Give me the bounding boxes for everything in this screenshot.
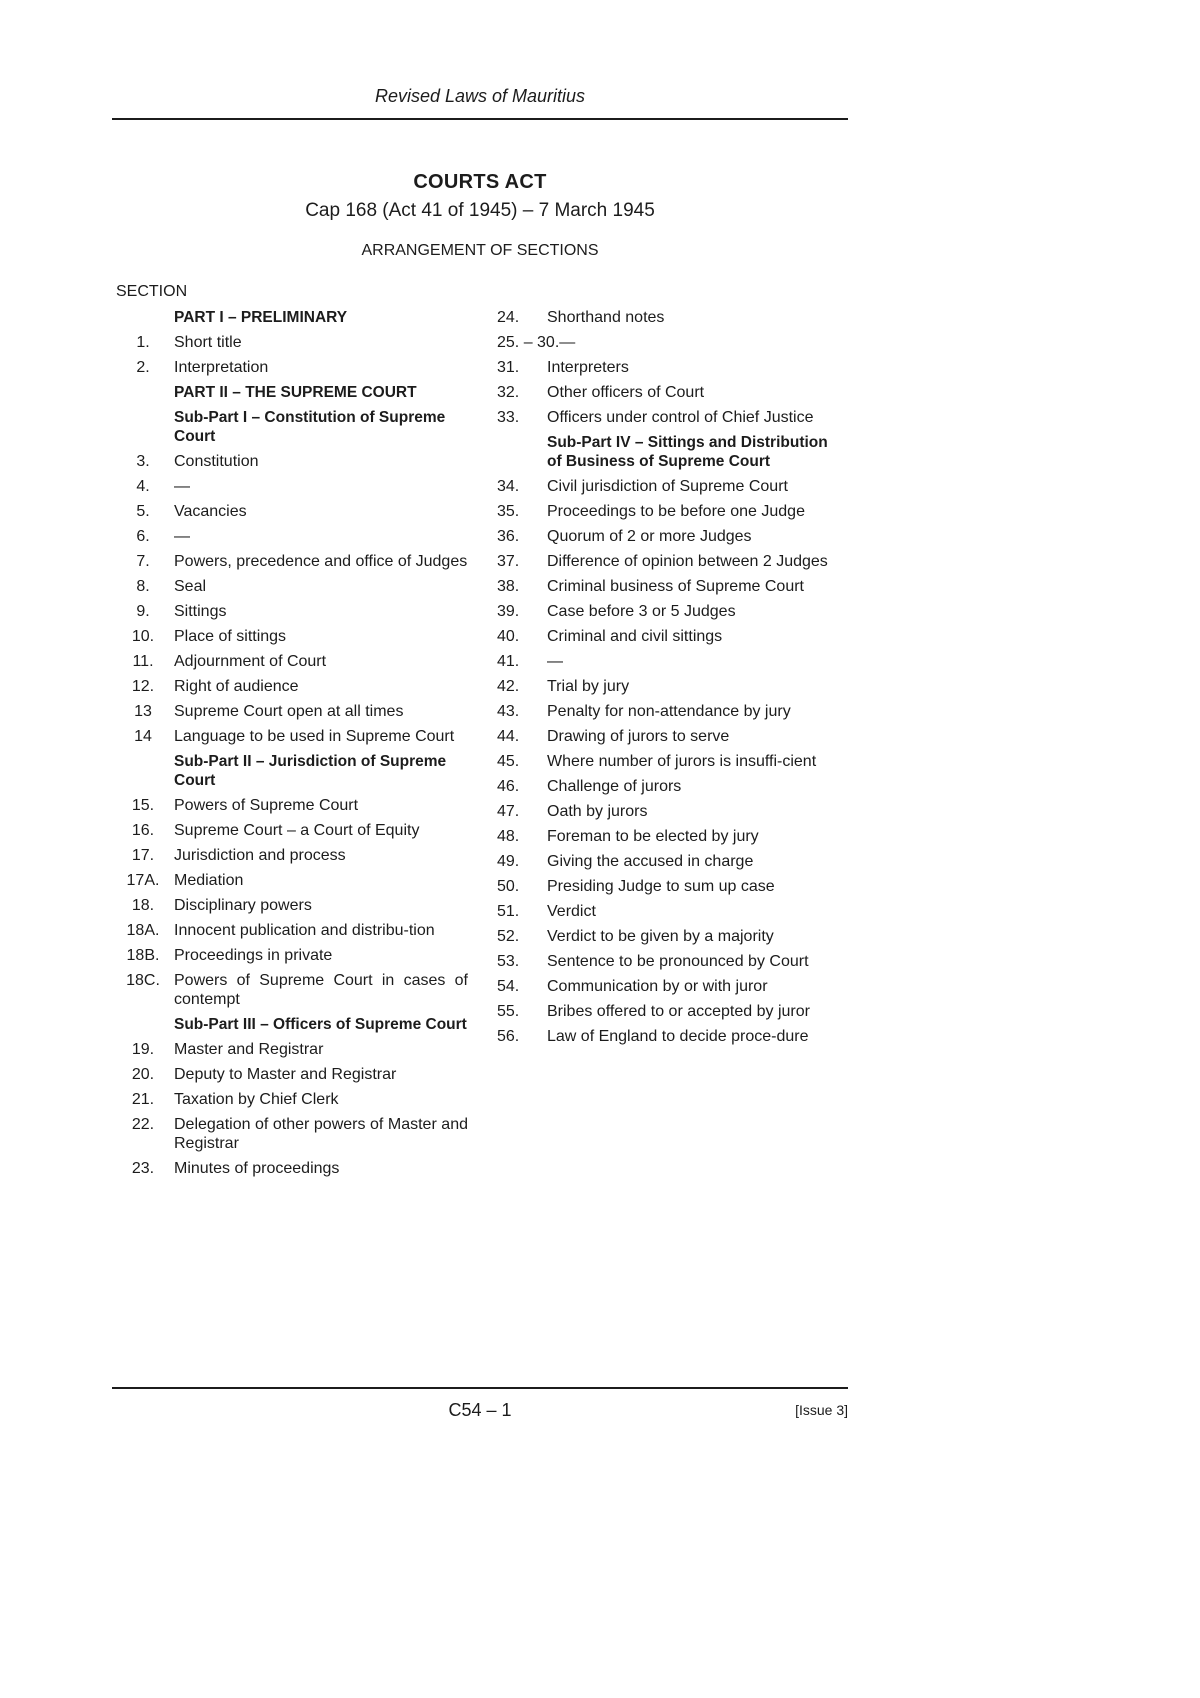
section-title: Difference of opinion between 2 Judges xyxy=(547,553,828,570)
section-entry xyxy=(489,408,839,427)
section-number: 25. – 30. xyxy=(497,334,560,351)
section-entry xyxy=(489,877,839,896)
section-number: 1. xyxy=(136,334,150,351)
section-title: Verdict xyxy=(547,903,596,920)
section-title: Right of audience xyxy=(174,678,299,695)
section-number: 17. xyxy=(131,847,155,864)
section-group-heading xyxy=(112,408,468,446)
section-entry xyxy=(112,796,468,815)
section-entry xyxy=(112,1159,468,1178)
section-entry xyxy=(112,1115,468,1153)
section-number: 15. xyxy=(131,797,155,814)
section-number: 23. xyxy=(131,1160,155,1177)
section-title: — xyxy=(559,334,576,351)
section-title: Officers under control of Chief Justice xyxy=(547,409,814,426)
section-entry xyxy=(489,1027,839,1046)
section-title: Seal xyxy=(174,578,207,595)
document-subtitle: Cap 168 (Act 41 of 1945) – 7 March 1945 xyxy=(305,200,655,221)
section-number: 18. xyxy=(131,897,155,914)
running-header: Revised Laws of Mauritius xyxy=(374,86,586,106)
section-title: Sub-Part III – Officers of Supreme Court xyxy=(174,1016,467,1033)
section-group-heading xyxy=(112,383,468,402)
section-entry xyxy=(112,502,468,521)
section-number: 49. xyxy=(497,853,520,870)
section-title: Proceedings in private xyxy=(174,947,333,964)
section-entry xyxy=(112,652,468,671)
section-title: Where number of jurors is insuffi-cient xyxy=(547,753,817,770)
section-entry xyxy=(489,702,839,721)
section-title: — xyxy=(547,653,563,670)
section-number: 46. xyxy=(497,778,520,795)
section-label: SECTION xyxy=(116,283,188,300)
section-entry xyxy=(112,552,468,571)
section-title: Minutes of proceedings xyxy=(174,1160,340,1177)
section-title: Deputy to Master and Registrar xyxy=(174,1066,397,1083)
section-title: Presiding Judge to sum up case xyxy=(547,878,775,895)
section-entry xyxy=(489,952,839,971)
section-title: Penalty for non-attendance by jury xyxy=(547,703,791,720)
section-number: 21. xyxy=(131,1091,155,1108)
section-group-heading xyxy=(112,1015,468,1034)
right-column xyxy=(489,308,839,1052)
section-title: Bribes offered to or accepted by juror xyxy=(547,1003,810,1020)
section-entry xyxy=(489,552,839,571)
section-entry xyxy=(112,1065,468,1084)
section-number: 37. xyxy=(497,553,520,570)
section-title: Mediation xyxy=(174,872,244,889)
section-entry xyxy=(112,358,468,377)
section-title: Taxation by Chief Clerk xyxy=(174,1091,339,1108)
left-column xyxy=(112,308,468,1184)
section-number: 36. xyxy=(497,528,520,545)
section-title: Supreme Court – a Court of Equity xyxy=(174,822,420,839)
section-entry xyxy=(112,1090,468,1109)
section-entry xyxy=(489,358,839,377)
section-entry xyxy=(489,308,839,327)
section-number: 38. xyxy=(497,578,520,595)
section-entry xyxy=(112,727,468,746)
section-entry xyxy=(489,777,839,796)
section-number: 18C. xyxy=(126,972,160,989)
section-number: 22. xyxy=(131,1116,155,1133)
section-title: Communication by or with juror xyxy=(547,978,768,995)
section-number: 54. xyxy=(497,978,520,995)
section-number: 43. xyxy=(497,703,520,720)
section-number: 39. xyxy=(497,603,520,620)
header-rule xyxy=(112,118,848,120)
section-number: 18B. xyxy=(126,947,160,964)
section-number: 31. xyxy=(497,359,520,376)
section-number: 18A. xyxy=(126,922,160,939)
section-entry xyxy=(489,727,839,746)
page-number: C54 – 1 xyxy=(448,1400,512,1420)
section-entry xyxy=(489,677,839,696)
section-title: Disciplinary powers xyxy=(174,897,312,914)
section-title: Place of sittings xyxy=(174,628,287,645)
section-title: Constitution xyxy=(174,453,259,470)
section-number: 7. xyxy=(136,553,150,570)
section-entry xyxy=(112,577,468,596)
section-title: Shorthand notes xyxy=(547,309,665,326)
section-number: 12. xyxy=(131,678,155,695)
section-title: Jurisdiction and process xyxy=(174,847,346,864)
section-title: Sub-Part I – Constitution of Supreme Court xyxy=(174,409,446,445)
section-number: 13 xyxy=(134,703,152,720)
document-title: COURTS ACT xyxy=(413,171,547,193)
section-entry xyxy=(489,627,839,646)
section-group-heading xyxy=(112,308,468,327)
section-number: 44. xyxy=(497,728,520,745)
section-title: Interpretation xyxy=(174,359,269,376)
section-number: 40. xyxy=(497,628,520,645)
section-entry xyxy=(489,927,839,946)
section-title: Short title xyxy=(174,334,242,351)
section-title: Verdict to be given by a majority xyxy=(547,928,774,945)
section-entry xyxy=(112,602,468,621)
section-entry xyxy=(489,852,839,871)
section-title: Drawing of jurors to serve xyxy=(547,728,730,745)
section-entry xyxy=(489,477,839,496)
section-title: PART I – PRELIMINARY xyxy=(174,309,348,326)
section-entry xyxy=(489,827,839,846)
section-number: 3. xyxy=(136,453,150,470)
section-entry xyxy=(112,677,468,696)
section-entry xyxy=(112,702,468,721)
section-entry xyxy=(112,452,468,471)
section-title: Master and Registrar xyxy=(174,1041,324,1058)
section-title: Supreme Court open at all times xyxy=(174,703,404,720)
section-number: 34. xyxy=(497,478,520,495)
section-entry xyxy=(112,477,468,496)
section-entry xyxy=(489,752,839,771)
section-title: Sittings xyxy=(174,603,227,620)
section-entry xyxy=(112,921,468,940)
section-entry xyxy=(112,821,468,840)
section-title: Criminal business of Supreme Court xyxy=(547,578,804,595)
section-number: 17A. xyxy=(126,872,160,889)
section-entry xyxy=(112,846,468,865)
section-entry xyxy=(112,627,468,646)
section-number: 51. xyxy=(497,903,520,920)
section-number: 50. xyxy=(497,878,520,895)
section-title: Vacancies xyxy=(174,503,247,520)
section-entry xyxy=(489,602,839,621)
section-entry xyxy=(112,871,468,890)
section-entry xyxy=(112,527,468,546)
section-title: Delegation of other powers of Master and Registrar xyxy=(174,1116,468,1152)
section-number: 5. xyxy=(136,503,150,520)
section-number: 47. xyxy=(497,803,520,820)
section-entry xyxy=(489,652,839,671)
section-number: 32. xyxy=(497,384,520,401)
section-entry xyxy=(489,527,839,546)
section-number: 2. xyxy=(136,359,150,376)
section-title: Foreman to be elected by jury xyxy=(547,828,759,845)
section-title: Sentence to be pronounced by Court xyxy=(547,953,809,970)
section-number: 35. xyxy=(497,503,520,520)
section-title: Case before 3 or 5 Judges xyxy=(547,603,736,620)
section-title: Quorum of 2 or more Judges xyxy=(547,528,752,545)
section-entry xyxy=(489,802,839,821)
arrangement-heading: ARRANGEMENT OF SECTIONS xyxy=(361,242,599,259)
section-number: 20. xyxy=(131,1066,155,1083)
section-entry xyxy=(489,1002,839,1021)
section-number: 55. xyxy=(497,1003,520,1020)
section-entry xyxy=(112,333,468,352)
section-number: 24. xyxy=(497,309,520,326)
section-entry xyxy=(489,577,839,596)
section-number: 56. xyxy=(497,1028,520,1045)
section-number: 11. xyxy=(132,653,154,670)
section-title: Adjournment of Court xyxy=(174,653,327,670)
section-title: Civil jurisdiction of Supreme Court xyxy=(547,478,788,495)
section-title: Sub-Part IV – Sittings and Distribution of Business of Supreme Court xyxy=(547,434,828,470)
section-number: 41. xyxy=(497,653,520,670)
section-number: 16. xyxy=(131,822,155,839)
section-number: 45. xyxy=(497,753,520,770)
section-title: Challenge of jurors xyxy=(547,778,682,795)
section-title: Powers of Supreme Court xyxy=(174,797,359,814)
section-title: Sub-Part II – Jurisdiction of Supreme Court xyxy=(174,753,447,789)
section-number: 14 xyxy=(134,728,152,745)
section-number: 48. xyxy=(497,828,520,845)
section-title: Powers of Supreme Court in cases of contempt xyxy=(174,972,468,1008)
issue-label: [Issue 3] xyxy=(795,1402,848,1418)
section-number: 33. xyxy=(497,409,520,426)
section-entry xyxy=(112,896,468,915)
section-title: Criminal and civil sittings xyxy=(547,628,723,645)
section-group-heading xyxy=(112,752,468,790)
section-title: Interpreters xyxy=(547,359,629,376)
section-title: Giving the accused in charge xyxy=(547,853,754,870)
section-entry xyxy=(489,383,839,402)
section-entry xyxy=(489,977,839,996)
section-entry xyxy=(112,946,468,965)
section-title: Trial by jury xyxy=(547,678,630,695)
section-number: 8. xyxy=(136,578,150,595)
section-entry xyxy=(489,902,839,921)
footer-rule xyxy=(112,1387,848,1389)
section-number: 19. xyxy=(131,1041,155,1058)
section-title: Innocent publication and distribu-tion xyxy=(174,922,435,939)
section-number: 52. xyxy=(497,928,520,945)
section-entry xyxy=(112,971,468,1009)
section-title: Powers, precedence and office of Judges xyxy=(174,553,468,570)
section-number: 53. xyxy=(497,953,520,970)
section-title: Law of England to decide proce-dure xyxy=(547,1028,809,1045)
section-title: — xyxy=(174,478,190,495)
section-number: 42. xyxy=(497,678,520,695)
section-number: 6. xyxy=(136,528,150,545)
section-title: PART II – THE SUPREME COURT xyxy=(174,384,417,401)
section-group-heading xyxy=(489,433,839,471)
section-title: Language to be used in Supreme Court xyxy=(174,728,455,745)
section-number: 9. xyxy=(136,603,150,620)
section-entry xyxy=(489,502,839,521)
section-entry xyxy=(112,1040,468,1059)
section-title: — xyxy=(174,528,190,545)
section-number: 10. xyxy=(131,628,155,645)
section-title: Proceedings to be before one Judge xyxy=(547,503,805,520)
section-entry xyxy=(489,333,839,352)
section-title: Oath by jurors xyxy=(547,803,648,820)
section-title: Other officers of Court xyxy=(547,384,705,401)
section-number: 4. xyxy=(136,478,150,495)
